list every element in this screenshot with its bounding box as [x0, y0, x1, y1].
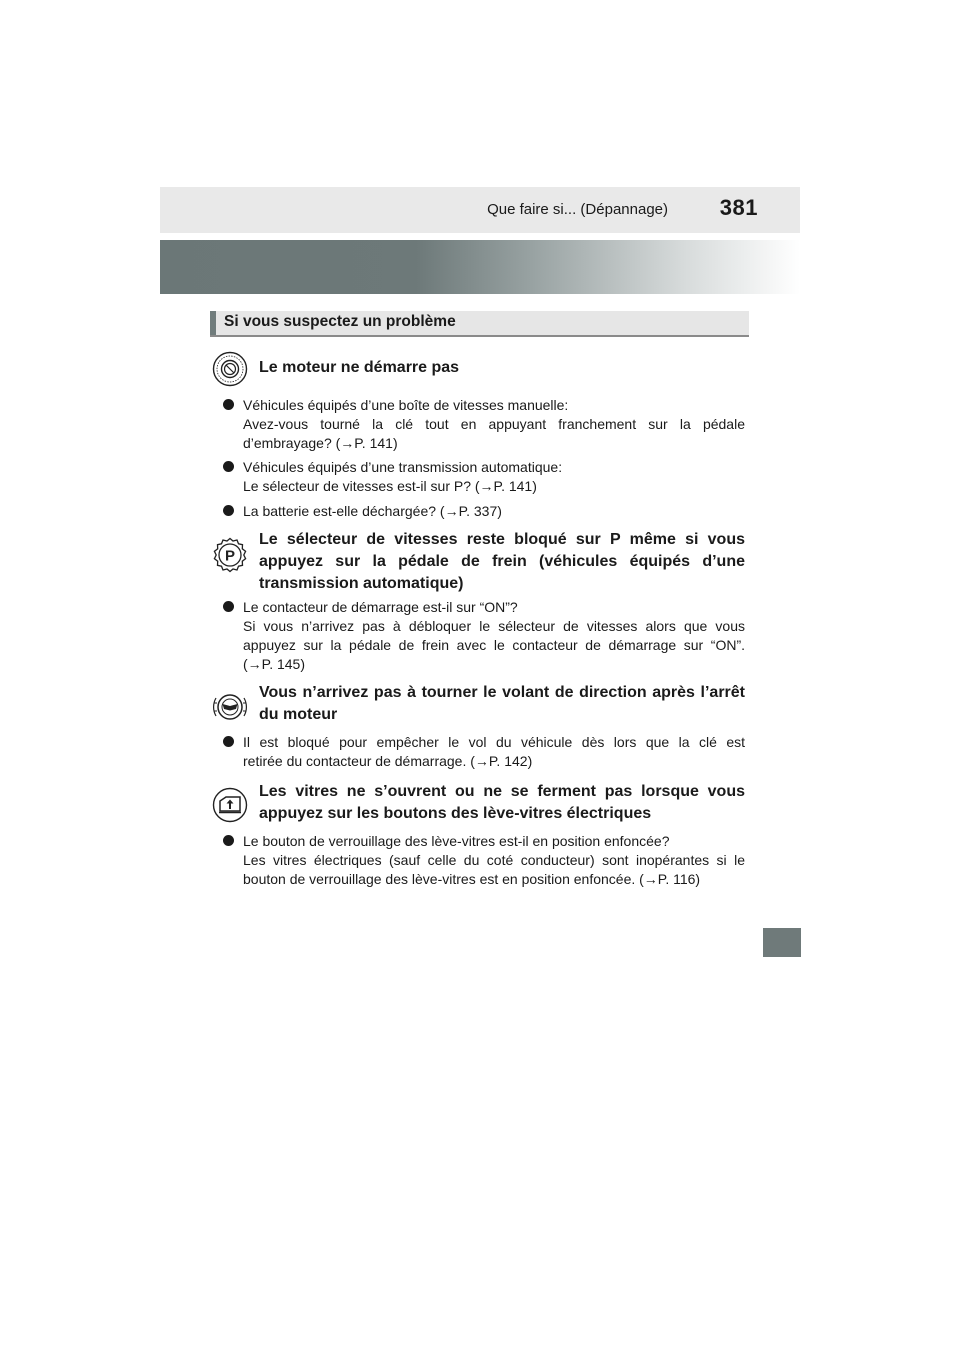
section-title: Si vous suspectez un problème: [224, 313, 456, 330]
chapter-title: Que faire si... (Dépannage): [487, 201, 668, 218]
steering-lock-icon: [212, 689, 248, 725]
bullet-line: Il est bloqué pour empêcher le vol du véhicule dès lors que la clé est: [243, 734, 745, 750]
bullet-line: (→P. 145): [243, 656, 305, 672]
bullet-line: Le bouton de verrouillage des lève-vitres est-il en position enfoncée?: [243, 833, 670, 849]
bullet-icon: [223, 736, 234, 747]
page-header: [160, 187, 800, 233]
bullet-line: Si vous n’arrivez pas à débloquer le sélecteur de vitesses alors que vous: [243, 618, 745, 634]
item-title-windows: Les vitres ne s’ouvrent ou ne se ferment pas lorsque vous appuyez sur les boutons des lève-vitres électriques: [259, 783, 745, 822]
bullet-line: Le contacteur de démarrage est-il sur “ON”?: [243, 599, 518, 615]
list-item: [223, 598, 745, 674]
bullet-line: Avez-vous tourné la clé tout en appuyant franchement sur la pédale: [243, 416, 745, 432]
bullet-icon: [223, 461, 234, 472]
bullet-line: bouton de verrouillage des lève-vitres est en position enfoncée. (→P. 116): [243, 871, 701, 887]
item-title-steering: Vous n’arrivez pas à tourner le volant de direction après l’arrêt du moteur: [259, 684, 745, 723]
bullet-line: appuyez sur la pédale de frein avec le contacteur de démarrage sur “ON”.: [243, 637, 745, 653]
page-number: 381: [719, 195, 758, 220]
item-title-engine: Le moteur ne démarre pas: [259, 359, 460, 376]
bullet-line: Les vitres électriques (sauf celle du coté conducteur) sont inopérantes si le: [243, 852, 745, 868]
bullet-icon: [223, 835, 234, 846]
engine-start-icon: [212, 351, 248, 387]
bullet-icon: [223, 601, 234, 612]
bullet-line: Véhicules équipés d’une boîte de vitesses manuelle:: [243, 397, 569, 413]
bullet-line: Véhicules équipés d’une transmission automatique:: [243, 459, 563, 475]
bullet-line: retirée du contacteur de démarrage. (→P. 142): [243, 753, 533, 769]
list-item: [223, 396, 745, 453]
bullet-icon: [223, 505, 234, 516]
item-title-shift-lock: Le sélecteur de vitesses reste bloqué sur P même si vous appuyez sur la pédale de frein (véhicules équipés d’une transmission automatique): [259, 531, 745, 592]
power-window-icon: [212, 787, 248, 823]
list-item: [223, 832, 745, 889]
chapter-side-tab: [763, 928, 801, 957]
bullet-line: d’embrayage? (→P. 141): [243, 435, 398, 451]
list-item: [223, 502, 745, 521]
bullet-line: La batterie est-elle déchargée? (→P. 337): [243, 503, 502, 519]
bullet-line: Le sélecteur de vitesses est-il sur P? (→P. 141): [243, 478, 537, 494]
bullet-icon: [223, 399, 234, 410]
section-accent: [210, 311, 216, 335]
list-item: [223, 458, 745, 496]
section-header: [210, 311, 749, 337]
list-item: [223, 733, 745, 771]
svg-text:P: P: [224, 547, 236, 565]
chapter-banner: [160, 240, 800, 294]
shift-lock-p-icon: [212, 537, 248, 573]
